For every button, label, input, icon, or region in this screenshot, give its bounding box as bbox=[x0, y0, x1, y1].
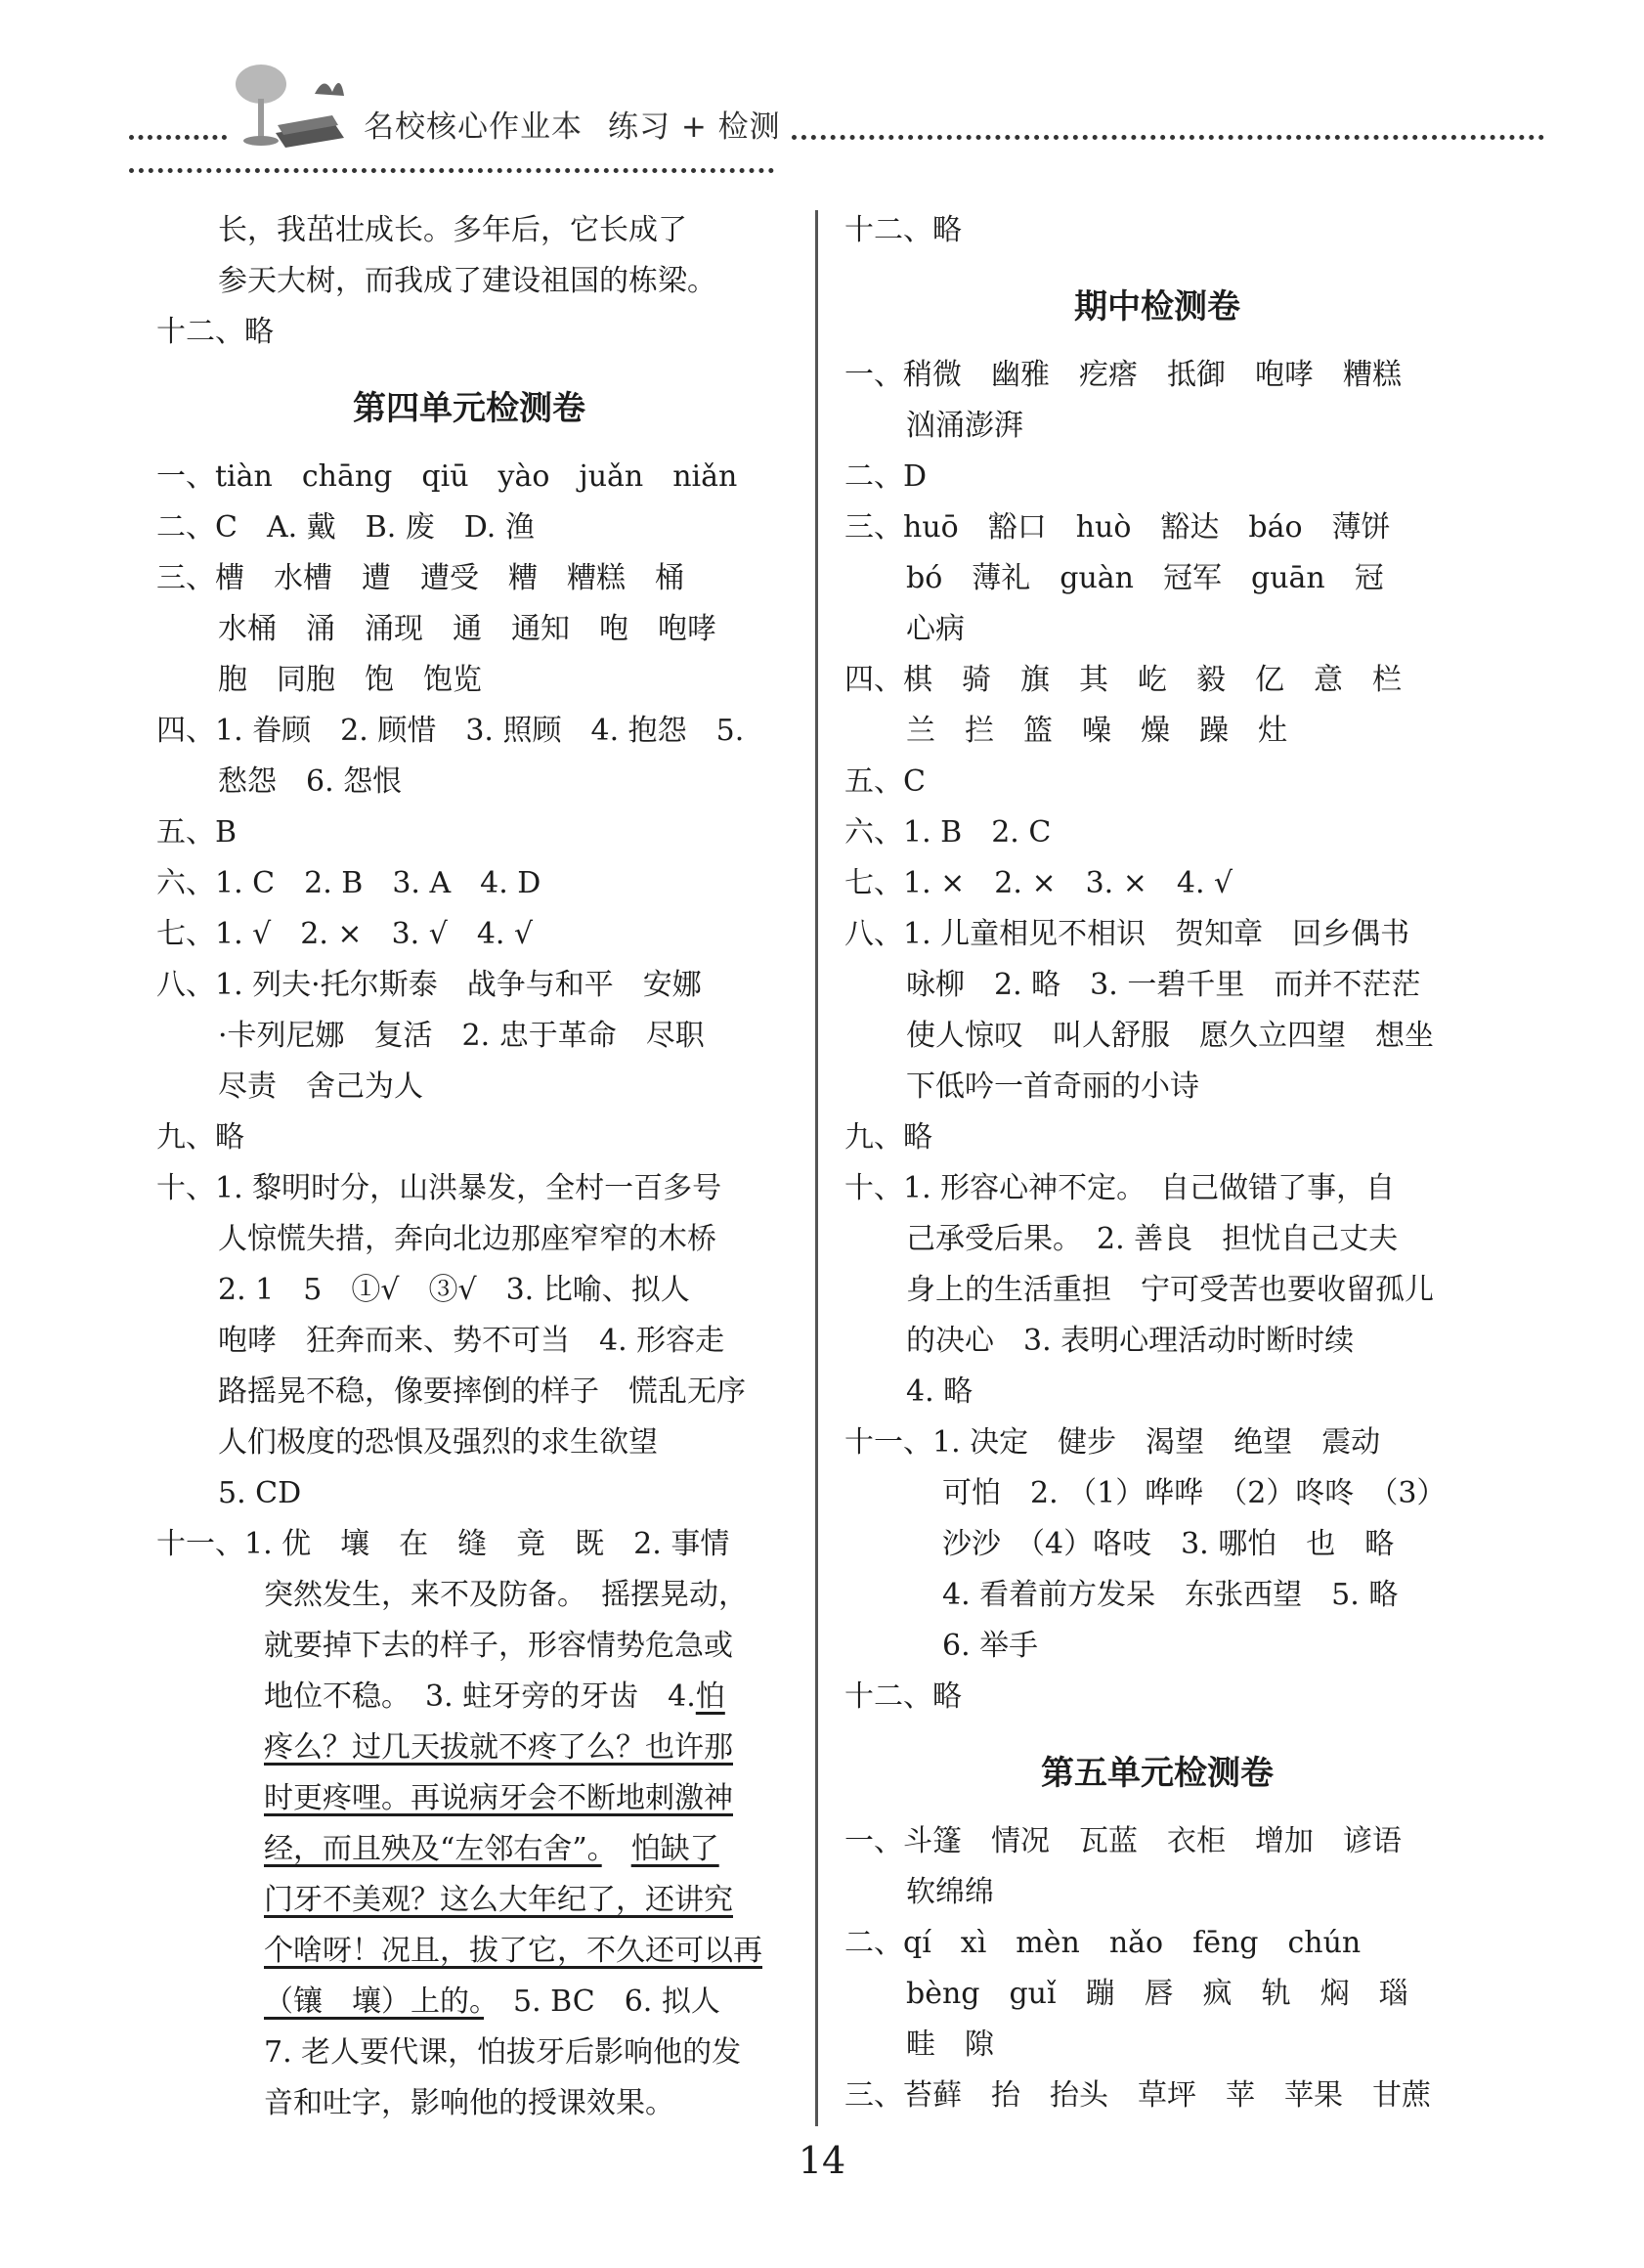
answer-line: 八、1. 列夫·托尔斯泰 战争与和平 安娜 bbox=[156, 968, 702, 1002]
unit4-test-title: 第四单元检测卷 bbox=[353, 389, 585, 428]
answer-line bbox=[156, 1672, 782, 1723]
answer-line: 十一、1. 优 壤 在 缝 竟 既 2. 事情 bbox=[156, 1527, 730, 1561]
right-column bbox=[844, 205, 1470, 2121]
answer-line: 汹涌澎湃 bbox=[906, 409, 1023, 443]
answer-line: 沙沙 （4）咯吱 3. 哪怕 也 略 bbox=[942, 1527, 1395, 1561]
answer-line: 三、huō 豁口 huò 豁达 báo 薄饼 bbox=[844, 510, 1391, 545]
answer-line: 十、1. 形容心神不定。 自己做错了事，自 bbox=[844, 1171, 1396, 1205]
underlined-answer-line: 时更疼哩。再说病牙会不断地刺激神 bbox=[264, 1781, 733, 1815]
book-series-subtitle: 练习 + 检测 bbox=[608, 109, 781, 145]
underlined-text: 经，而且殃及“左邻右舍”。 bbox=[264, 1832, 602, 1866]
answer-line: 二、C A. 戴 B. 废 D. 渔 bbox=[156, 510, 535, 545]
header-title bbox=[364, 102, 781, 146]
answer-line: 一、tiàn chāng qiū yào juǎn niǎn bbox=[156, 459, 738, 494]
underlined-text: 怕 bbox=[695, 1679, 725, 1714]
answer-line: 心病 bbox=[906, 612, 965, 646]
underlined-answer-line: 门牙不美观？这么大年纪了，还讲究 bbox=[264, 1883, 733, 1917]
book-series-title: 名校核心作业本 bbox=[364, 109, 583, 145]
answer-line: 下低吟一首奇丽的小诗 bbox=[906, 1069, 1199, 1104]
answer-line: 六、1. B 2. C bbox=[844, 815, 1052, 850]
answer-line: 九、略 bbox=[844, 1120, 932, 1155]
header-dotted-rule-right bbox=[792, 135, 1544, 140]
answer-line: 一、斗篷 情况 瓦蓝 衣柜 增加 谚语 bbox=[844, 1824, 1402, 1858]
answer-line: ·卡列尼娜 复活 2. 忠于革命 尽职 bbox=[218, 1019, 705, 1053]
answer-text: 地位不稳。 3. 蛀牙旁的牙齿 4. bbox=[264, 1679, 696, 1714]
answer-line: 兰 拦 篮 噪 燥 躁 灶 bbox=[906, 714, 1287, 748]
answer-line: 路摇晃不稳，像要摔倒的样子 慌乱无序 bbox=[218, 1374, 746, 1409]
answer-line: 十、1. 黎明时分，山洪暴发，全村一百多号 bbox=[156, 1171, 722, 1205]
answer-line: 己承受后果。 2. 善良 担忧自己丈夫 bbox=[906, 1222, 1399, 1256]
answer-line: 二、D bbox=[844, 459, 928, 494]
answer-line: 二、qí xì mèn nǎo fēng chún bbox=[844, 1926, 1362, 1960]
answer-line: 突然发生，来不及防备。 摇摆晃动， bbox=[264, 1578, 748, 1612]
underlined-text: （镶 壤）上的。 bbox=[264, 1984, 484, 2019]
answer-line: 四、棋 骑 旗 其 屹 毅 亿 意 栏 bbox=[844, 663, 1402, 697]
answer-line: 人们极度的恐惧及强烈的求生欲望 bbox=[218, 1425, 658, 1460]
unit5-test-title: 第五单元检测卷 bbox=[1041, 1754, 1274, 1793]
answer-line: 胞 同胞 饱 饱览 bbox=[218, 663, 482, 697]
answer-line: 7. 老人要代课，怕拔牙后影响他的发 bbox=[264, 2035, 742, 2070]
answer-text bbox=[602, 1832, 631, 1866]
underlined-answer-line: 个啥呀！况且，拔了它，不久还可以再 bbox=[264, 1934, 762, 1968]
answer-line: 七、1. × 2. × 3. × 4. √ bbox=[844, 866, 1233, 900]
answer-line: 的决心 3. 表明心理活动时断时续 bbox=[906, 1324, 1355, 1358]
answer-line: 尽责 舍己为人 bbox=[218, 1069, 423, 1104]
answer-line: 4. 略 bbox=[906, 1374, 973, 1409]
underlined-answer-line: 疼么？过几天拔就不疼了么？也许那 bbox=[264, 1730, 733, 1765]
answer-line: 6. 举手 bbox=[942, 1629, 1039, 1663]
underlined-text: 怕缺了 bbox=[630, 1832, 719, 1866]
lamp-and-books-icon bbox=[217, 55, 364, 162]
answer-line: 八、1. 儿童相见不相识 贺知章 回乡偶书 bbox=[844, 917, 1410, 951]
answer-line: 长，我茁壮成长。多年后，它长成了 bbox=[218, 213, 687, 247]
answer-line: 2. 1 5 ①√ ③√ 3. 比喻、拟人 bbox=[218, 1273, 690, 1307]
answer-line: 咆哮 狂奔而来、势不可当 4. 形容走 bbox=[218, 1324, 725, 1358]
answer-line bbox=[156, 1824, 782, 1875]
answer-line: 愁怨 6. 怨恨 bbox=[218, 764, 403, 799]
answer-line: 一、稍微 幽雅 疙瘩 抵御 咆哮 糟糕 bbox=[844, 358, 1402, 392]
answer-line: 五、B bbox=[156, 815, 238, 850]
answer-line: 音和吐字，影响他的授课效果。 bbox=[264, 2086, 674, 2120]
answer-line: 咏柳 2. 略 3. 一碧千里 而并不茫茫 bbox=[906, 968, 1421, 1002]
answer-line bbox=[156, 1977, 782, 2028]
column-divider bbox=[815, 210, 818, 2126]
answer-line: 五、C bbox=[844, 764, 926, 799]
answer-line: 四、1. 眷顾 2. 顾惜 3. 照顾 4. 抱怨 5. bbox=[156, 714, 745, 748]
answer-line: 十二、略 bbox=[844, 213, 962, 247]
answer-line: bó 薄礼 guàn 冠军 guān 冠 bbox=[906, 561, 1384, 595]
header-dotted-rule-left bbox=[129, 135, 227, 140]
page-number: 14 bbox=[798, 2139, 846, 2182]
answer-line: 十一、1. 决定 健步 渴望 绝望 震动 bbox=[844, 1425, 1381, 1460]
answer-line: 4. 看着前方发呆 东张西望 5. 略 bbox=[942, 1578, 1399, 1612]
answer-line: 5. CD bbox=[218, 1476, 302, 1510]
header-dotted-rule-lower bbox=[129, 168, 774, 173]
answer-line: 三、槽 水槽 遭 遭受 糟 糟糕 桶 bbox=[156, 561, 684, 595]
left-column bbox=[156, 205, 782, 2129]
answer-line: 十二、略 bbox=[844, 1679, 962, 1714]
answer-line: 七、1. √ 2. × 3. √ 4. √ bbox=[156, 917, 534, 951]
answer-line: 畦 隙 bbox=[906, 2028, 994, 2062]
answer-line: 使人惊叹 叫人舒服 愿久立四望 想坐 bbox=[906, 1019, 1434, 1053]
answer-line: 软绵绵 bbox=[906, 1875, 994, 1909]
answer-line: bèng guǐ 蹦 唇 疯 轨 焖 瑙 bbox=[906, 1977, 1408, 2011]
answer-line: 水桶 涌 涌现 通 通知 咆 咆哮 bbox=[218, 612, 716, 646]
page-header bbox=[0, 0, 1644, 196]
answer-line: 人惊慌失措，奔向北边那座窄窄的木桥 bbox=[218, 1222, 716, 1256]
answer-line: 九、略 bbox=[156, 1120, 244, 1155]
answer-line: 三、苔藓 抬 抬头 草坪 苹 苹果 甘蔗 bbox=[844, 2078, 1431, 2113]
answer-line: 就要掉下去的样子，形容情势危急或 bbox=[264, 1629, 733, 1663]
answer-line: 可怕 2. （1）哗哗 （2）咚咚 （3） bbox=[942, 1476, 1447, 1510]
answer-line: 六、1. C 2. B 3. A 4. D bbox=[156, 866, 541, 900]
answer-line: 参天大树，而我成了建设祖国的栋梁。 bbox=[218, 264, 716, 298]
answer-line: 十二、略 bbox=[156, 315, 274, 349]
answer-text: 5. BC 6. 拟人 bbox=[484, 1984, 720, 2019]
midterm-test-title: 期中检测卷 bbox=[1074, 287, 1240, 327]
answer-line: 身上的生活重担 宁可受苦也要收留孤儿 bbox=[906, 1273, 1434, 1307]
